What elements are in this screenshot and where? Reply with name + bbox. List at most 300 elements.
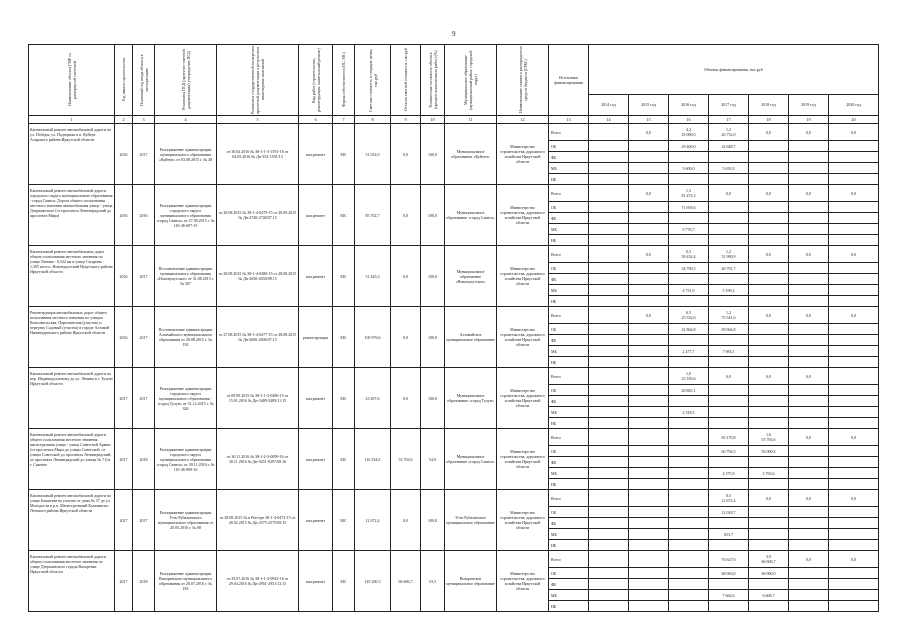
funding-value: 71 695,6 bbox=[669, 202, 709, 213]
source-label: ОБ bbox=[549, 446, 589, 457]
header-funding: Объемы финансирования, тыс.руб bbox=[589, 45, 879, 95]
funding-value bbox=[669, 590, 709, 601]
funding-value bbox=[629, 174, 669, 185]
funding-value bbox=[829, 568, 879, 579]
estimate-cost: 85 702,7 bbox=[355, 185, 391, 246]
funding-value bbox=[669, 235, 709, 246]
funding-value bbox=[829, 540, 879, 551]
start-year: 2017 bbox=[115, 490, 133, 551]
funding-value: 46 791,7 bbox=[709, 263, 749, 274]
funding-value bbox=[829, 235, 879, 246]
funding-value bbox=[589, 141, 629, 152]
funding-value bbox=[789, 246, 829, 263]
table-row bbox=[29, 185, 879, 202]
funding-value bbox=[629, 285, 669, 296]
funding-value bbox=[709, 601, 749, 612]
funding-note: 0,5 bbox=[686, 310, 691, 315]
funding-value bbox=[829, 296, 879, 307]
start-year: 2016 bbox=[115, 124, 133, 185]
funding-value bbox=[589, 296, 629, 307]
funding-total: 0,0 bbox=[806, 129, 811, 135]
funding-value bbox=[669, 579, 709, 590]
readiness: 53,5 bbox=[421, 551, 445, 612]
funding-value bbox=[789, 357, 829, 368]
funding-value bbox=[669, 246, 709, 263]
funding-note: 0,5 bbox=[726, 493, 731, 498]
funding-value bbox=[629, 324, 669, 335]
funding-value bbox=[709, 518, 749, 529]
funding-value bbox=[749, 224, 789, 235]
source-label: МБ bbox=[549, 468, 589, 479]
funding-value bbox=[749, 579, 789, 590]
column-number: 5 bbox=[217, 116, 299, 124]
funding-value: 12 018,7 bbox=[709, 507, 749, 518]
start-year: 2017 bbox=[115, 368, 133, 429]
funding-value bbox=[669, 568, 709, 579]
object-name: Капитальный ремонт автомобильной дороги общего пользования местного значения магистральная улица - улица Советской Армии (от проспекта Мира до улицы Советской, от улицы Советской до проспекта Ленинградский, от проспекта Ленинградский до улицы № 71) в г. Саянске bbox=[29, 429, 115, 490]
funding-total: 23 183,6 bbox=[681, 376, 696, 381]
funding-value bbox=[669, 274, 709, 285]
funding-value bbox=[709, 185, 749, 202]
source-label: ФБ bbox=[549, 152, 589, 163]
funding-note: 1,2 bbox=[726, 310, 731, 315]
funding-total: 0,0 bbox=[806, 434, 811, 440]
funding-value bbox=[789, 174, 829, 185]
funding-value bbox=[829, 246, 879, 263]
source-label: НБ bbox=[549, 601, 589, 612]
source-label: Всего bbox=[549, 490, 589, 507]
funding-value bbox=[829, 601, 879, 612]
psd-details: Распоряжение администрации городского округа муниципального образования «город Саянск» от 27.08.2015 г. № 110-46-697-15 bbox=[155, 185, 217, 246]
funding-total: 0,0 bbox=[766, 129, 771, 135]
funding-value bbox=[749, 518, 789, 529]
funding-value bbox=[749, 185, 789, 202]
funding-total: 0,0 bbox=[851, 190, 856, 196]
funding-value bbox=[789, 368, 829, 385]
ownership: МС bbox=[333, 429, 355, 490]
readiness: 100,0 bbox=[421, 368, 445, 429]
estimate-cost: 116 334,0 bbox=[355, 429, 391, 490]
funding-value bbox=[589, 551, 629, 568]
ownership: МС bbox=[333, 124, 355, 185]
table-row bbox=[29, 124, 879, 141]
funding-value bbox=[589, 246, 629, 263]
funding-value bbox=[789, 579, 829, 590]
source-label: НБ bbox=[549, 235, 589, 246]
funding-value bbox=[589, 468, 629, 479]
funding-value bbox=[589, 529, 629, 540]
funding-total: 0,0 bbox=[851, 495, 856, 501]
funding-value: 68 963,0 bbox=[709, 568, 749, 579]
funding-value bbox=[829, 141, 879, 152]
column-number: 4 bbox=[155, 116, 217, 124]
funding-value bbox=[669, 479, 709, 490]
table-row bbox=[29, 551, 879, 568]
funding-value bbox=[669, 307, 709, 324]
funding-value bbox=[789, 490, 829, 507]
header-end-year: Плановый год ввода объекта в эксплуатацию bbox=[133, 45, 155, 116]
funding-value bbox=[669, 551, 709, 568]
funding-value bbox=[589, 324, 629, 335]
funding-value bbox=[749, 346, 789, 357]
funding-value bbox=[629, 235, 669, 246]
column-number: 7 bbox=[333, 116, 355, 124]
funding-total: 0,0 bbox=[646, 190, 651, 196]
start-year: 2016 bbox=[115, 185, 133, 246]
source-label: Всего bbox=[549, 307, 589, 324]
funding-value: 60 794,5 bbox=[709, 446, 749, 457]
funding-note: 0,5 bbox=[686, 249, 691, 254]
funding-value: 60 000,0 bbox=[749, 568, 789, 579]
funding-value bbox=[589, 429, 629, 446]
funding-value bbox=[589, 185, 629, 202]
funding-value bbox=[789, 446, 829, 457]
column-number: 1 bbox=[29, 116, 115, 124]
funding-total: 0,0 bbox=[766, 190, 771, 196]
funding-value bbox=[629, 357, 669, 368]
funding-value bbox=[829, 124, 879, 141]
funding-value bbox=[789, 274, 829, 285]
funding-value bbox=[829, 263, 879, 274]
funding-value bbox=[589, 407, 629, 418]
column-number: 16 bbox=[669, 116, 709, 124]
readiness: 100,0 bbox=[421, 246, 445, 307]
funding-value bbox=[669, 507, 709, 518]
funding-value bbox=[629, 468, 669, 479]
funding-total: 0,0 bbox=[851, 129, 856, 135]
remaining-cost: 0,0 bbox=[391, 246, 421, 307]
remaining-cost: 0,0 bbox=[391, 185, 421, 246]
funding-value bbox=[589, 590, 629, 601]
expertise-details: от 28.08.2015 № 38-1-4-0480-15 от 28.08.2015 № Дн-2650-2650/08.15 bbox=[217, 246, 299, 307]
funding-value bbox=[709, 307, 749, 324]
funding-value bbox=[789, 346, 829, 357]
funding-total: 81 472,3 bbox=[681, 193, 696, 198]
column-number: 19 bbox=[789, 116, 829, 124]
funding-value bbox=[789, 202, 829, 213]
funding-value bbox=[749, 429, 789, 446]
funding-total: 73 541,6 bbox=[721, 315, 736, 320]
object-name: Капитальный ремонт автомобильных дорог общего пользования местного значения по улице Ленина - 0,522 км в улице Гагарина - 1,505 км в п. Новонукутский Нукутского района Иркутской области bbox=[29, 246, 115, 307]
header-start-year: Год начала строительства bbox=[115, 45, 133, 116]
funding-value bbox=[749, 124, 789, 141]
estimate-cost: 51 423,3 bbox=[355, 246, 391, 307]
funding-value bbox=[829, 152, 879, 163]
funding-value bbox=[789, 468, 829, 479]
remaining-cost: 53 763,6 bbox=[391, 429, 421, 490]
funding-value bbox=[629, 346, 669, 357]
end-year: 2017 bbox=[133, 368, 155, 429]
funding-value bbox=[709, 235, 749, 246]
funding-value bbox=[669, 357, 709, 368]
ownership: МС bbox=[333, 246, 355, 307]
header-year: 2020 год bbox=[829, 94, 879, 115]
funding-note: 1,2 bbox=[726, 249, 731, 254]
funding-value bbox=[709, 213, 749, 224]
funding-value bbox=[749, 479, 789, 490]
source-label: Всего bbox=[549, 551, 589, 568]
header-work-type: Вид работ (строительство, реконструкция, капитальный ремонт) bbox=[299, 45, 333, 116]
funding-total: 0,0 bbox=[851, 556, 856, 562]
expertise-details: от 28.08.2015 № в Реестре 38-1-4-0473-15 от 28.02.2015 № Дн-2575-2575/09.15 bbox=[217, 490, 299, 551]
funding-value bbox=[629, 396, 669, 407]
ownership: МС bbox=[333, 368, 355, 429]
funding-value bbox=[749, 529, 789, 540]
funding-value bbox=[589, 152, 629, 163]
funding-total: 0,0 bbox=[806, 312, 811, 318]
funding-value: 50 000,3 bbox=[749, 446, 789, 457]
funding-value bbox=[709, 274, 749, 285]
header-object-name: Наименование объекта ГМР со развернутой системой bbox=[29, 45, 115, 116]
funding-value bbox=[829, 274, 879, 285]
funding-value bbox=[749, 174, 789, 185]
funding-value: 34 700,5 bbox=[669, 263, 709, 274]
source-label: ОБ bbox=[549, 141, 589, 152]
source-label: МБ bbox=[549, 407, 589, 418]
column-number: 20 bbox=[829, 116, 879, 124]
funding-value bbox=[829, 479, 879, 490]
funding-value bbox=[629, 163, 669, 174]
ownership: МС bbox=[333, 185, 355, 246]
funding-value bbox=[629, 185, 669, 202]
psd-details: Распоряжение администрации муниципального образования «Куйтун» от 03.08.2015 г. № 48 bbox=[155, 124, 217, 185]
work-type: кап.ремонт bbox=[299, 124, 333, 185]
funding-value bbox=[749, 141, 789, 152]
funding-value: 2 318,5 bbox=[669, 407, 709, 418]
funding-value bbox=[669, 468, 709, 479]
readiness: 100,0 bbox=[421, 490, 445, 551]
funding-value bbox=[829, 224, 879, 235]
funding-value bbox=[829, 335, 879, 346]
source-label: НБ bbox=[549, 296, 589, 307]
funding-value bbox=[669, 335, 709, 346]
funding-value bbox=[709, 418, 749, 429]
funding-value bbox=[709, 551, 749, 568]
grbs: Министерство строительства, дорожного хозяйства Иркутской области bbox=[497, 124, 549, 185]
funding-total: 25 332,6 bbox=[681, 315, 696, 320]
funding-value bbox=[749, 418, 789, 429]
source-label: ФБ bbox=[549, 335, 589, 346]
expertise-details: от 30.11.2016 № 38-1-2-3-0099-16 от 30.11.2016 № Дн-0251-0297/08.16 bbox=[217, 429, 299, 490]
source-label: НБ bbox=[549, 540, 589, 551]
psd-details: Распоряжение администрации городского округа муниципального образования «город Саянск» от 30.11.2016 г. № 110-46-909-16 bbox=[155, 429, 217, 490]
start-year: 2016 bbox=[115, 307, 133, 368]
funding-value bbox=[589, 263, 629, 274]
header-year: 2014 год bbox=[589, 94, 629, 115]
funding-value bbox=[709, 296, 749, 307]
source-label: ФБ bbox=[549, 518, 589, 529]
funding-value: 29 400,0 bbox=[669, 141, 709, 152]
funding-value bbox=[749, 152, 789, 163]
funding-value bbox=[589, 235, 629, 246]
header-psd: Реквизиты ПСД (проектно-сметной документации) утверждение ПСД bbox=[155, 45, 217, 116]
remaining-cost: 66 606,7 bbox=[391, 551, 421, 612]
ownership: МС bbox=[333, 551, 355, 612]
funding-value bbox=[829, 324, 879, 335]
funding-value bbox=[589, 368, 629, 385]
ownership: МС bbox=[333, 307, 355, 368]
grbs: Министерство строительства, дорожного хозяйства Иркутской области bbox=[497, 490, 549, 551]
funding-value bbox=[789, 141, 829, 152]
funding-value bbox=[589, 579, 629, 590]
municipality: Вихоревское муниципальное образование bbox=[445, 551, 497, 612]
funding-value bbox=[629, 385, 669, 396]
funding-value bbox=[789, 396, 829, 407]
header-municipality: Муниципальное образование (муниципальный район, городской округ) bbox=[445, 45, 497, 116]
funding-value bbox=[669, 518, 709, 529]
end-year: 2017 bbox=[133, 490, 155, 551]
work-type: кап.ремонт bbox=[299, 246, 333, 307]
funding-value bbox=[709, 124, 749, 141]
funding-value: 3 763,6 bbox=[749, 468, 789, 479]
funding-value bbox=[829, 446, 879, 457]
funding-total: 0,0 bbox=[806, 495, 811, 501]
funding-value bbox=[829, 185, 879, 202]
source-label: МБ bbox=[549, 285, 589, 296]
funding-value bbox=[749, 213, 789, 224]
column-number: 18 bbox=[749, 116, 789, 124]
funding-value bbox=[749, 396, 789, 407]
funding-total: 76 627,6 bbox=[721, 556, 736, 562]
funding-value bbox=[589, 307, 629, 324]
expertise-details: от 28.08.2015 № 38-1-4-0479-15 от 28.09.2015 № Дн-2740-2740/07.15 bbox=[217, 185, 299, 246]
psd-details: Распоряжение администрации городского округа муниципального образования - «город Тулун» от 31.12.2015 г. № 326 bbox=[155, 368, 217, 429]
funding-value bbox=[749, 407, 789, 418]
funding-value bbox=[669, 540, 709, 551]
funding-value bbox=[789, 213, 829, 224]
municipality: Муниципальное образование «Новонукутское» bbox=[445, 246, 497, 307]
remaining-cost: 0,0 bbox=[391, 368, 421, 429]
funding-value bbox=[789, 518, 829, 529]
funding-value bbox=[829, 418, 879, 429]
funding-value bbox=[629, 479, 669, 490]
estimate-cost: 12 672,4 bbox=[355, 490, 391, 551]
object-name: Капитальный ремонт автомобильной дороги по улице Бакшеева на участке от дома № 37 до ул. Молодости в р.п. Магистральный Казачинско-Ленского района Иркутской области bbox=[29, 490, 115, 551]
work-type: кап.ремонт bbox=[299, 490, 333, 551]
funding-value bbox=[629, 429, 669, 446]
expertise-details: от 30.04.2016 № 38-1-1-3-1591-16 от 04.05.2016 № Дн-554-1591/13 bbox=[217, 124, 299, 185]
expertise-details: от 29.07.2016 № 38-1-1-3-0925-16 от 29.04.2016 № Дн-2951-2951/12.15 bbox=[217, 551, 299, 612]
source-label: МБ bbox=[549, 163, 589, 174]
funding-value bbox=[749, 263, 789, 274]
funding-value bbox=[629, 246, 669, 263]
funding-value: 22 864,8 bbox=[669, 324, 709, 335]
readiness: 100,0 bbox=[421, 124, 445, 185]
funding-value bbox=[789, 224, 829, 235]
funding-total: 0,0 bbox=[726, 190, 731, 196]
column-number: 17 bbox=[709, 116, 749, 124]
header-ownership: Форма собственности (ОС, МС) bbox=[333, 45, 355, 116]
funding-value bbox=[589, 285, 629, 296]
funding-total: 0,0 bbox=[766, 373, 771, 379]
object-name: Капитальный ремонт автомобильной дороги по ул. Победы, ул. Подгорная в п. Куйтун Аларского района Иркутской области bbox=[29, 124, 115, 185]
funding-total: 0,0 bbox=[851, 251, 856, 257]
funding-value: 7 983,1 bbox=[709, 346, 749, 357]
header-year: 2017 год bbox=[709, 94, 749, 115]
funding-value bbox=[789, 185, 829, 202]
start-year: 2017 bbox=[115, 429, 133, 490]
funding-value bbox=[709, 335, 749, 346]
funding-value bbox=[589, 479, 629, 490]
funding-value bbox=[829, 346, 879, 357]
funding-total: 0,0 bbox=[646, 251, 651, 257]
remaining-cost: 0,0 bbox=[391, 307, 421, 368]
column-number: 11 bbox=[445, 116, 497, 124]
column-number: 13 bbox=[549, 116, 589, 124]
funding-value bbox=[789, 418, 829, 429]
funding-value bbox=[669, 174, 709, 185]
funding-value bbox=[829, 213, 879, 224]
funding-value: 5 633,3 bbox=[709, 163, 749, 174]
source-label: МБ bbox=[549, 346, 589, 357]
grbs: Министерство строительства, дорожного хозяйства Иркутской области bbox=[497, 185, 549, 246]
end-year: 2017 bbox=[133, 307, 155, 368]
funding-value bbox=[789, 285, 829, 296]
work-type: реконструкция bbox=[299, 307, 333, 368]
municipality: Муниципальное образование «город Саянск» bbox=[445, 429, 497, 490]
header-year: 2018 год bbox=[749, 94, 789, 115]
work-type: кап.ремонт bbox=[299, 551, 333, 612]
funding-value: 4 731,9 bbox=[669, 285, 709, 296]
funding-note: 1,6 bbox=[766, 432, 771, 437]
header-sources: Источники финансирования bbox=[549, 45, 589, 116]
readiness: 100,0 bbox=[421, 185, 445, 246]
column-number: 14 bbox=[589, 116, 629, 124]
column-number: 2 bbox=[115, 116, 133, 124]
funding-value bbox=[589, 346, 629, 357]
funding-value: 9 776,7 bbox=[669, 224, 709, 235]
funding-value bbox=[589, 124, 629, 141]
funding-value bbox=[589, 274, 629, 285]
source-label: ОБ bbox=[549, 507, 589, 518]
funding-value bbox=[789, 601, 829, 612]
source-label: НБ bbox=[549, 479, 589, 490]
source-label: Всего bbox=[549, 185, 589, 202]
funding-value: 4 375,9 bbox=[709, 468, 749, 479]
start-year: 2017 bbox=[115, 551, 133, 612]
source-label: ФБ bbox=[549, 213, 589, 224]
column-number: 15 bbox=[629, 116, 669, 124]
funding-value bbox=[789, 163, 829, 174]
funding-note: 4,2 bbox=[686, 127, 691, 132]
funding-value bbox=[589, 357, 629, 368]
funding-value bbox=[749, 163, 789, 174]
table-row bbox=[29, 307, 879, 324]
funding-value bbox=[709, 246, 749, 263]
funding-total: 25 000,0 bbox=[681, 132, 696, 137]
funding-value bbox=[589, 213, 629, 224]
funding-value bbox=[829, 163, 879, 174]
funding-value bbox=[589, 163, 629, 174]
column-number: 10 bbox=[421, 116, 445, 124]
funding-value bbox=[789, 551, 829, 568]
funding-value bbox=[669, 529, 709, 540]
funding-value bbox=[709, 457, 749, 468]
funding-value bbox=[629, 202, 669, 213]
funding-value bbox=[629, 507, 669, 518]
funding-value bbox=[589, 540, 629, 551]
funding-value bbox=[829, 174, 879, 185]
end-year: 2017 bbox=[133, 246, 155, 307]
funding-value bbox=[589, 174, 629, 185]
funding-value bbox=[709, 368, 749, 385]
funding-value bbox=[589, 490, 629, 507]
funding-value bbox=[629, 407, 669, 418]
column-number: 3 bbox=[133, 116, 155, 124]
funding-value bbox=[589, 568, 629, 579]
readiness: 100,0 bbox=[421, 307, 445, 368]
source-label: НБ bbox=[549, 174, 589, 185]
